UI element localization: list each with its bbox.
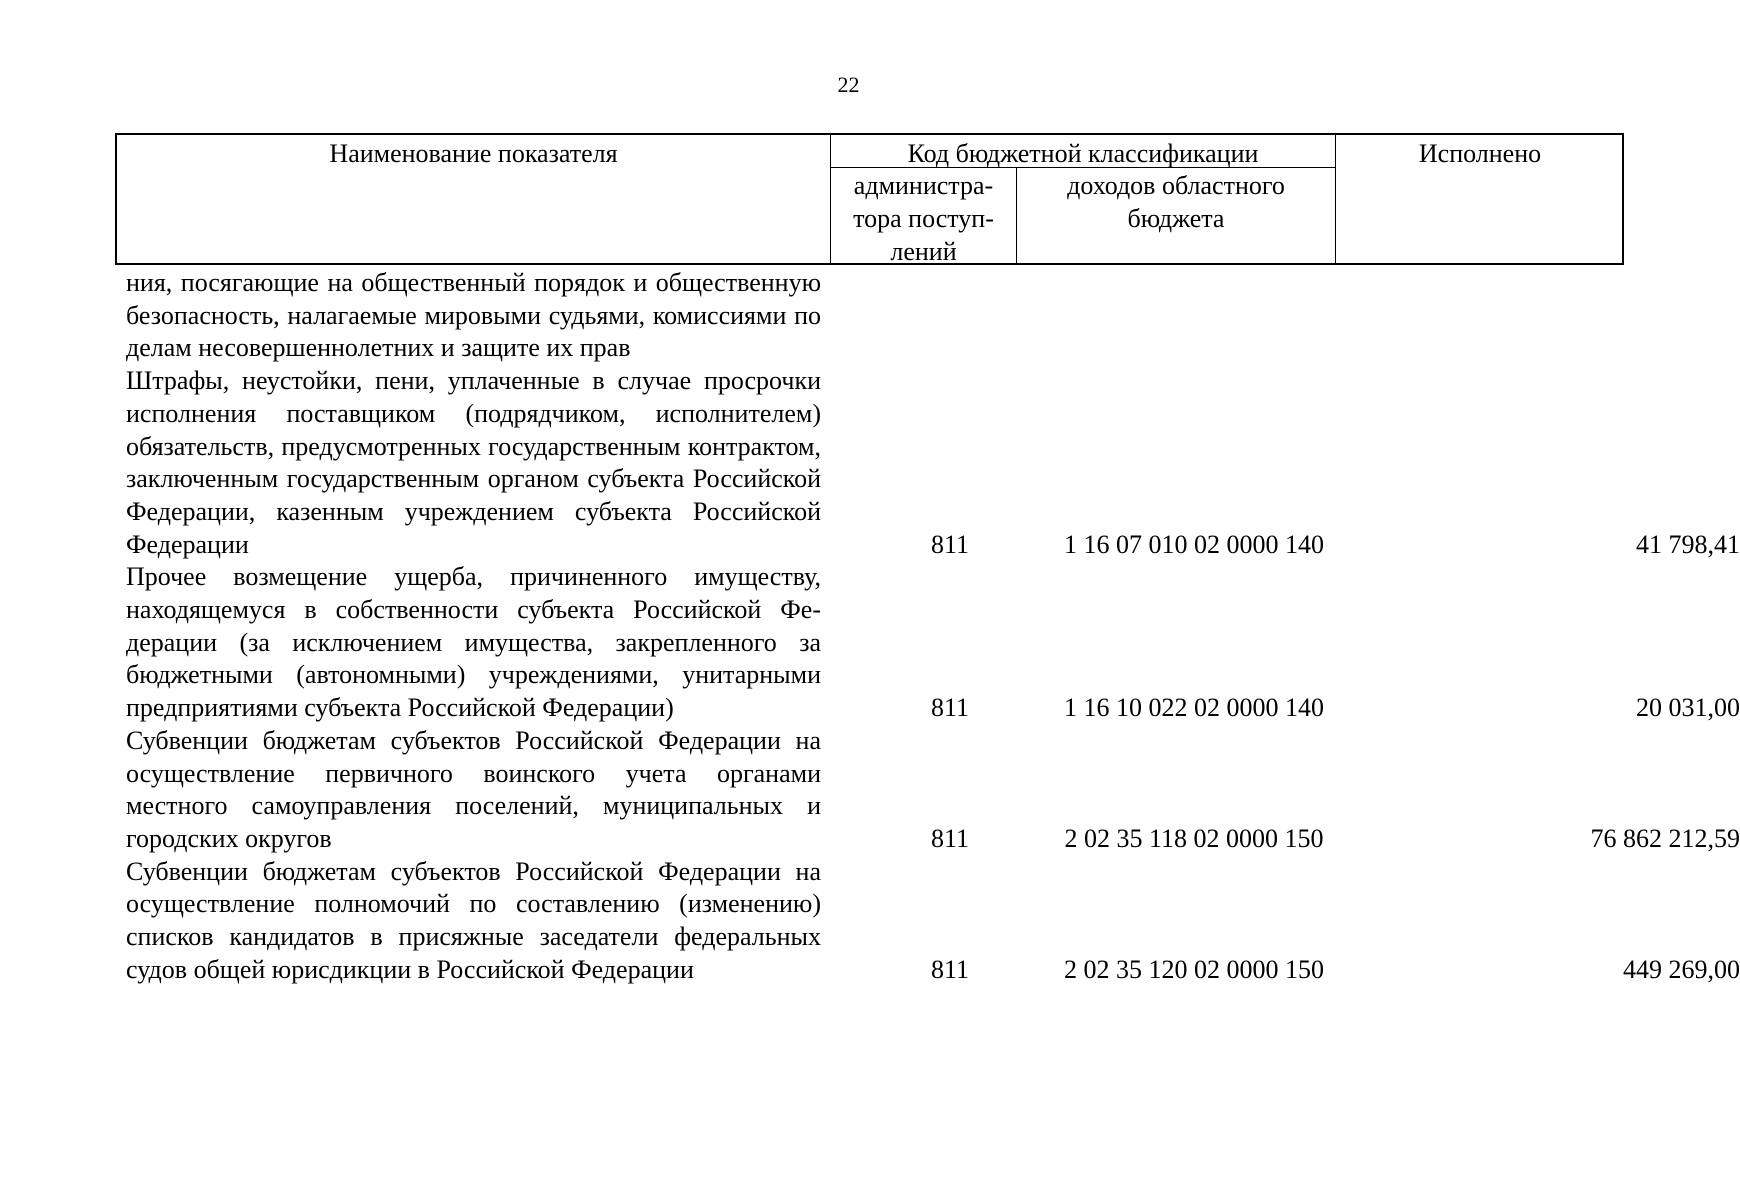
table-row: [126, 267, 1626, 365]
row-name: ния, посягающие на общественный порядок и общественную безопасность, налагаемые мировыми судьями, комиссиями по делам несовершеннолетних и защите их прав: [126, 268, 821, 363]
table-row: [126, 561, 1740, 725]
table-row: [126, 725, 1740, 856]
table-row: [126, 365, 1740, 561]
row-name: Прочее возмещение ущерба, причиненного имуществу, находящемуся в собственности субъекта Российской Федерации (за исключением имущества, закрепленного за бюджетными (автономными) учреждениями, унитарными предприятиями субъекта Российской Федерации): [126, 562, 821, 723]
row-admin-code: 811: [930, 954, 970, 984]
row-income-code: 1 16 07 010 02 0000 140: [1064, 529, 1324, 559]
row-amount: 41 798,41: [1636, 529, 1740, 559]
page-number: 22: [837, 72, 860, 97]
table-header: [115, 133, 1624, 265]
table-row: [126, 856, 1740, 987]
row-income-code: 2 02 35 118 02 0000 150: [1064, 823, 1324, 853]
row-amount: 449 269,00: [1623, 954, 1740, 984]
column-group-header-budget-code: Код бюджетной классификации: [831, 135, 1335, 168]
row-name: Субвенции бюджетам субъектов Российской Федерации на осуществление полномочий по составлению (изменению) списков кандидатов в присяжные заседатели федеральных судов общей юрисдикции в Российской Федерации: [126, 856, 821, 984]
row-admin-code: 811: [930, 693, 970, 723]
row-name: Субвенции бюджетам субъектов Российской Федерации на осуществление первичного воинского учета органами местного самоуправления поселений, муниципальных и городских округов: [126, 725, 821, 853]
table-body: [126, 267, 1740, 986]
column-header-executed: Исполнено: [1335, 135, 1624, 263]
row-admin-code: 811: [930, 823, 970, 853]
row-income-code: 2 02 35 120 02 0000 150: [1064, 954, 1324, 984]
row-amount: 20 031,00: [1636, 693, 1740, 723]
column-header-name: Наименование показателя: [117, 135, 831, 263]
row-income-code: 1 16 10 022 02 0000 140: [1064, 693, 1324, 723]
row-amount: 76 862 212,59: [1590, 823, 1740, 853]
column-header-regional-income: доходов областного бюджета: [1067, 171, 1285, 233]
row-name: Штрафы, неустойки, пени, уплаченные в случае просрочки исполнения поставщиком (подрядчиком, исполнителем) обязательств, предусмотренных государственным контрактом, заключенным государственным органом субъекта Российской Федерации, казенным учреждением субъекта Российской Федерации: [126, 366, 821, 559]
column-header-administrator: администра- тора поступ- лений: [831, 168, 1017, 265]
row-admin-code: 811: [930, 529, 970, 559]
